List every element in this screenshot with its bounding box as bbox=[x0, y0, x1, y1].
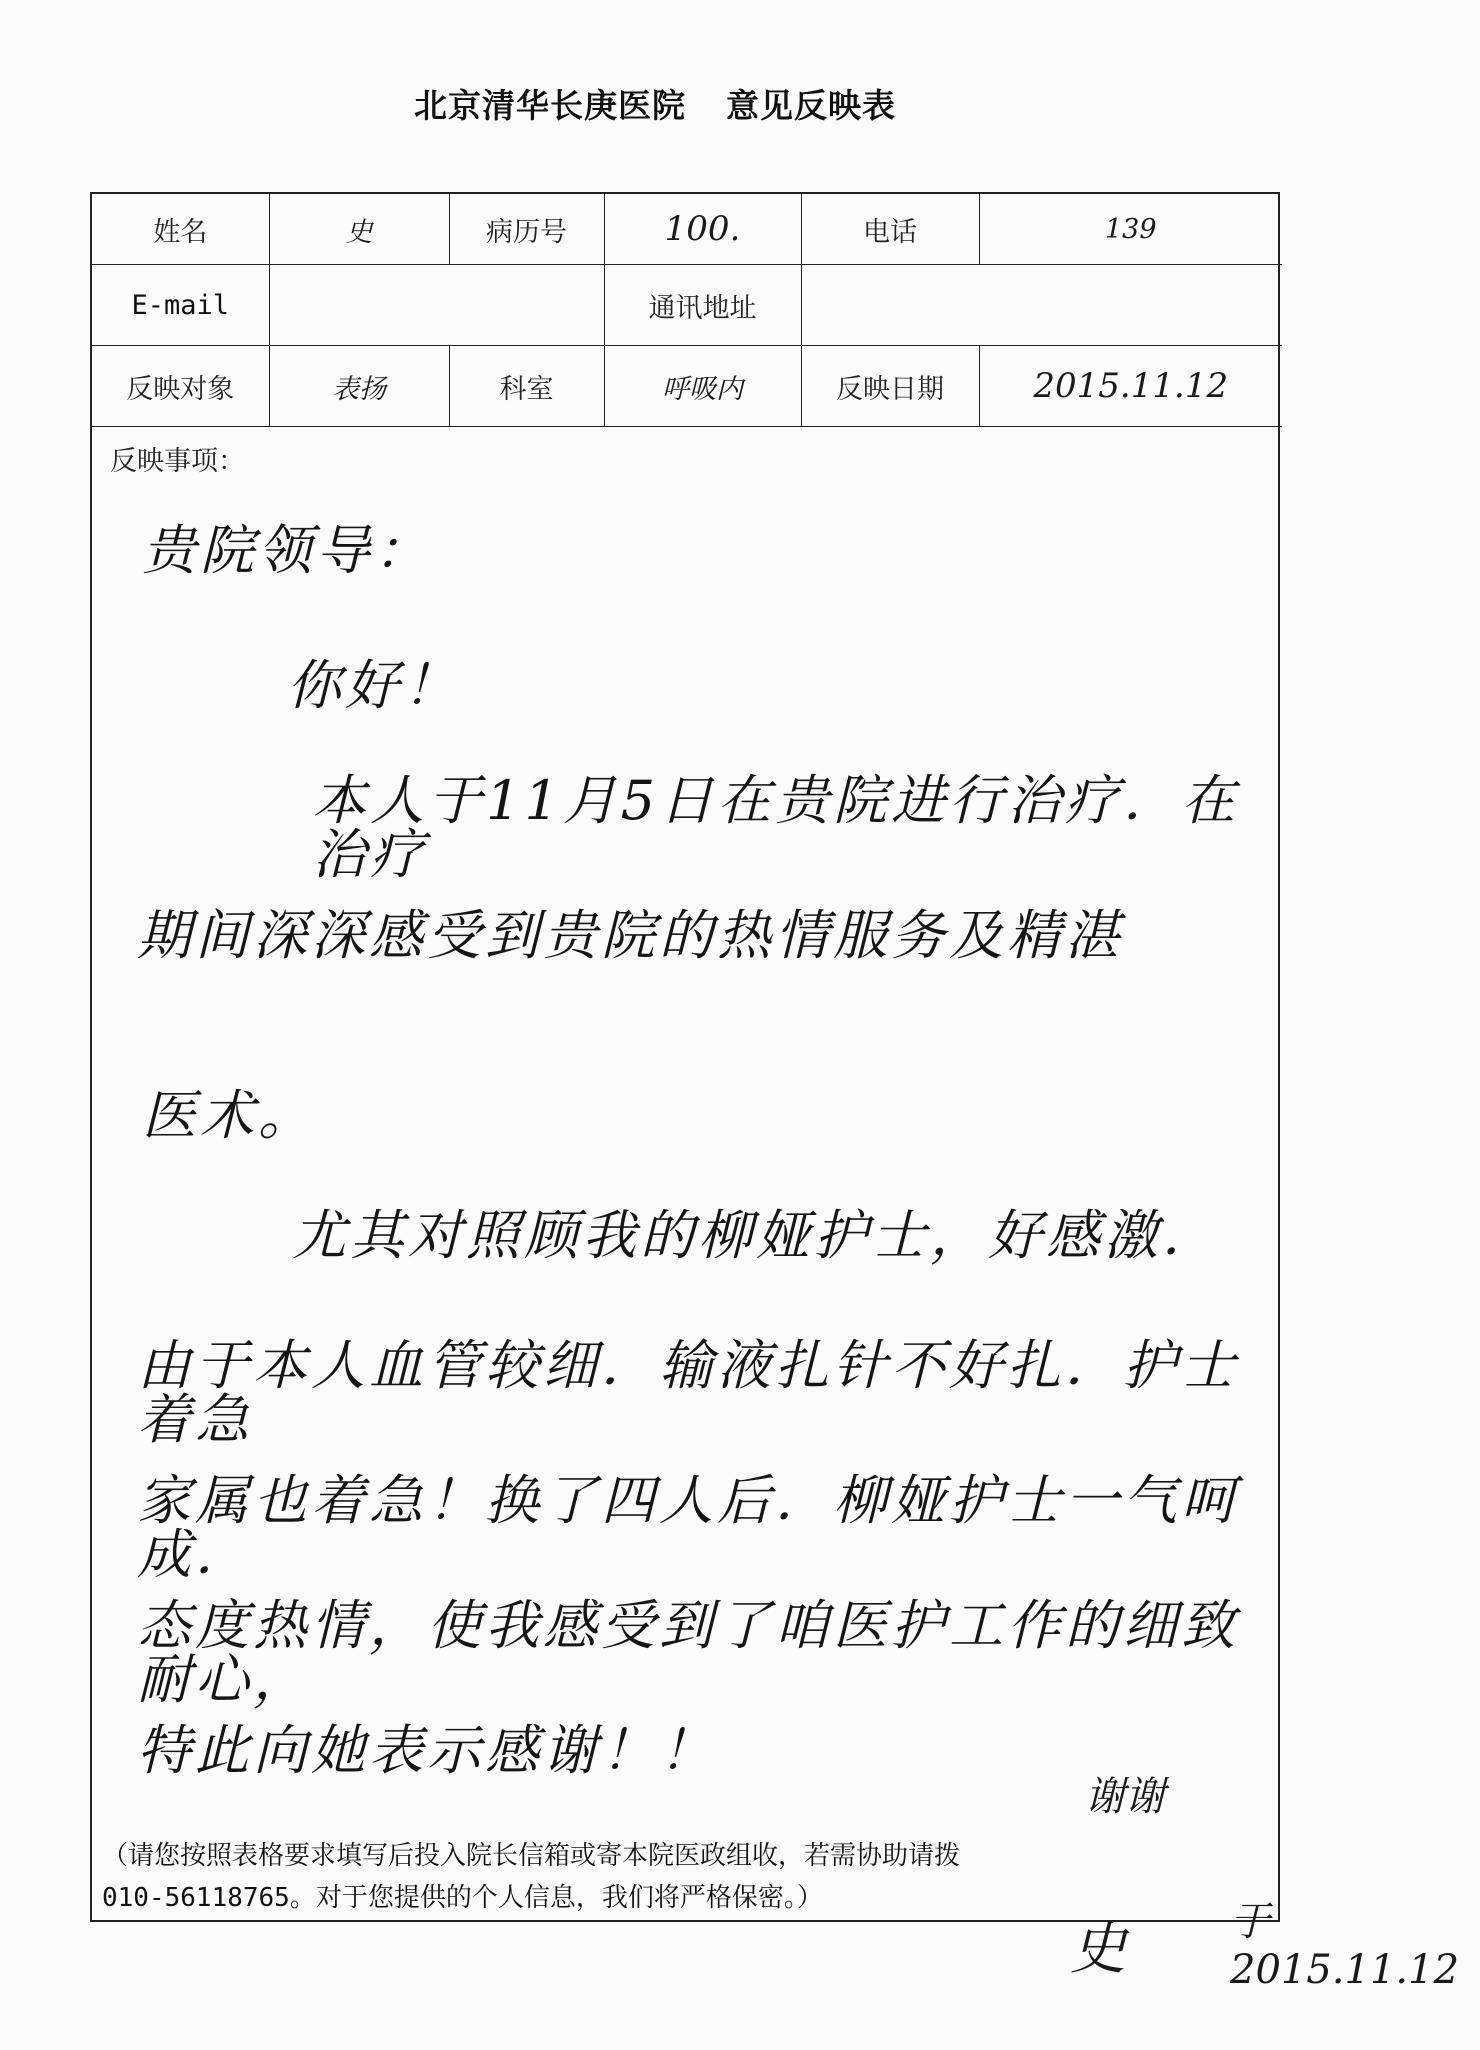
letter-line: 尤其对照顾我的柳娅护士，好感激． bbox=[292, 1204, 1220, 1267]
footnote-line-2 bbox=[102, 1877, 1212, 1919]
phone-label: 电话 bbox=[801, 194, 979, 265]
dept-value: 呼吸内 bbox=[604, 346, 801, 427]
footnote-privacy: 。对于您提供的个人信息，我们将严格保密。） bbox=[289, 1883, 823, 1913]
form-name: 意见反映表 bbox=[726, 86, 896, 125]
address-value bbox=[801, 265, 1282, 346]
letter-line: 本人于11月5日在贵院进行治疗．在治疗 bbox=[312, 769, 1240, 886]
letter-line: 医术。 bbox=[142, 1084, 316, 1147]
address-label: 通讯地址 bbox=[604, 265, 801, 346]
form-title bbox=[0, 80, 1310, 127]
letter-line: 态度热情，使我感受到了咱医护工作的细致耐心， bbox=[137, 1594, 1239, 1711]
date-label: 反映日期 bbox=[801, 346, 979, 427]
email-value bbox=[269, 265, 604, 346]
info-table bbox=[92, 194, 1282, 427]
letter-line: 由于本人血管较细．输液扎针不好扎．护士着急 bbox=[137, 1334, 1239, 1451]
letter-sign-date: 于2015.11.12 bbox=[1230, 1899, 1460, 1993]
record-no-value: 100. bbox=[604, 194, 801, 265]
date-value: 2015.11.12 bbox=[979, 346, 1282, 427]
form-footnote bbox=[102, 1835, 1212, 1919]
letter-signature: 史 bbox=[1070, 1917, 1126, 1982]
letter-thanks: 谢谢 bbox=[1085, 1774, 1165, 1820]
dept-label: 科室 bbox=[449, 346, 604, 427]
letter-salutation: 贵院领导： bbox=[142, 519, 432, 582]
matters-label: 反映事项： bbox=[110, 446, 245, 477]
feedback-form bbox=[90, 192, 1280, 1922]
letter-greeting: 你好！ bbox=[287, 654, 461, 717]
footnote-line-1: （请您按照表格要求填写后投入院长信箱或寄本院医政组收，若需协助请拨 bbox=[102, 1841, 961, 1871]
letter-line: 家属也着急！换了四人后．柳娅护士一气呵成． bbox=[137, 1469, 1239, 1586]
info-row-1 bbox=[92, 194, 1282, 265]
footnote-phone: 010-56118765 bbox=[102, 1883, 290, 1913]
phone-value: 139 bbox=[979, 194, 1282, 265]
target-value: 表扬 bbox=[269, 346, 449, 427]
hospital-name: 北京清华长庚医院 bbox=[414, 86, 686, 125]
target-label: 反映对象 bbox=[92, 346, 269, 427]
letter-line: 期间深深感受到贵院的热情服务及精湛 bbox=[137, 904, 1123, 967]
info-row-2 bbox=[92, 265, 1282, 346]
letter-line: 特此向她表示感谢！！ bbox=[137, 1719, 717, 1782]
name-label: 姓名 bbox=[92, 194, 269, 265]
info-row-3 bbox=[92, 346, 1282, 427]
email-label: E-mail bbox=[92, 265, 269, 346]
name-value: 史 bbox=[269, 194, 449, 265]
record-no-label: 病历号 bbox=[449, 194, 604, 265]
